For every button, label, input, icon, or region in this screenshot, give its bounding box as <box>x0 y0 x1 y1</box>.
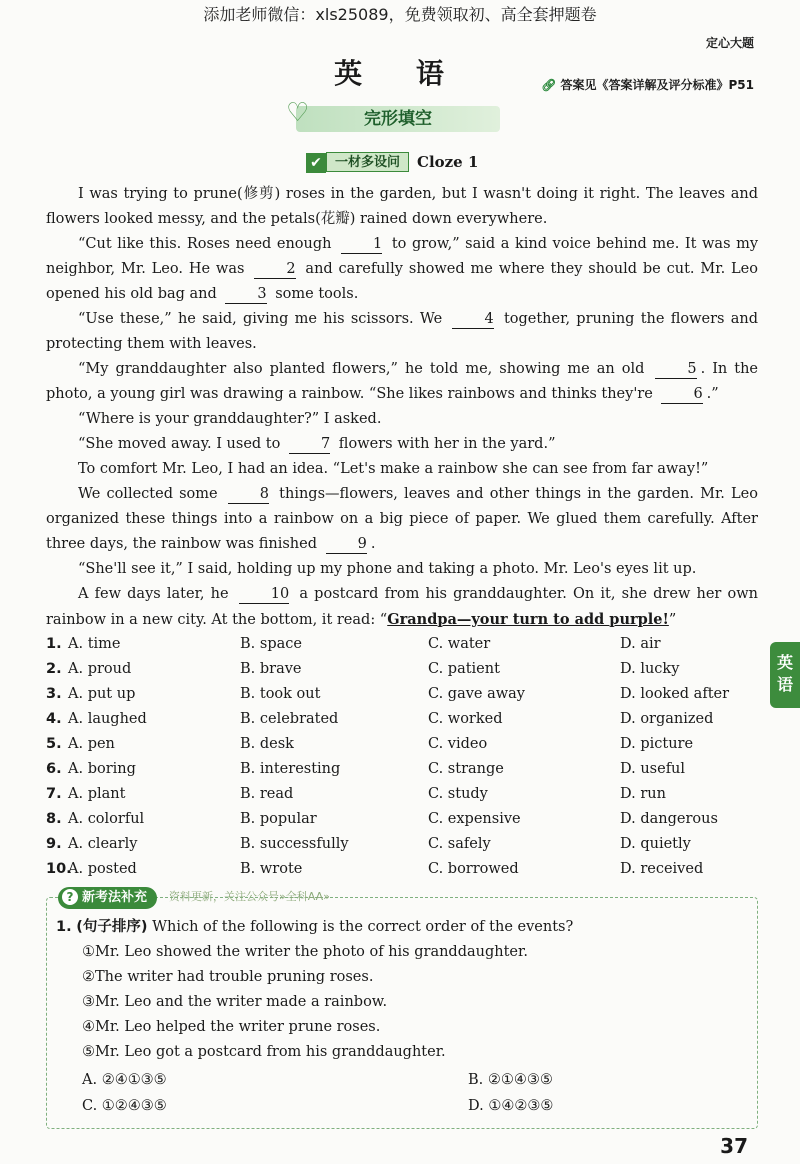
cloze-badge <box>306 152 478 172</box>
option-d: D. received <box>620 861 704 877</box>
option-c: C. safely <box>428 836 491 852</box>
order-option-b: B. ②①④③⑤ <box>468 1072 553 1088</box>
question-row <box>0 657 800 682</box>
option-a: A. proud <box>68 661 132 677</box>
option-b: B. celebrated <box>240 711 339 727</box>
option-a: A. boring <box>68 761 136 777</box>
blank-2: 2 <box>254 260 295 279</box>
option-b: B. wrote <box>240 861 303 877</box>
option-b: B. took out <box>240 686 321 702</box>
question-number: 3. <box>46 686 62 702</box>
watermark-text: 添加老师微信：xls25089，免费领取初、高全套押题卷 <box>203 5 597 24</box>
option-d: D. looked after <box>620 686 730 702</box>
option-a: A. put up <box>68 686 136 702</box>
option-c: C. strange <box>428 761 504 777</box>
question-row <box>0 782 800 807</box>
option-d: D. lucky <box>620 661 680 677</box>
option-c: C. video <box>428 736 488 752</box>
question-number: 8. <box>46 811 62 827</box>
passage-paragraph: “Cut like this. Roses need enough 1 to grow,” said a kind voice behind me. It was my neighbor, Mr. Leo. He was 2 and carefully showed me where they should be cut. Mr. Leo opened his old bag and 3 some tools. <box>46 236 759 302</box>
option-a: A. posted <box>68 861 137 877</box>
option-a: A. plant <box>68 786 126 802</box>
option-b: B. desk <box>240 736 294 752</box>
option-c: C. borrowed <box>428 861 519 877</box>
corner-label: 定心大题 <box>705 36 754 50</box>
side-tab-english: 英语 <box>770 642 800 708</box>
postcard-message: Grandpa—your turn to add purple! <box>387 611 669 628</box>
blank-5: 5 <box>655 360 696 379</box>
option-d: D. air <box>620 636 661 652</box>
event-item: ⑤Mr. Leo got a postcard from his granddaughter. <box>82 1044 446 1060</box>
section-title: 完形填空 <box>364 109 432 129</box>
option-b: B. brave <box>240 661 302 677</box>
subject-title: 英 语 <box>334 57 466 90</box>
question-row <box>0 682 800 707</box>
blank-10: 10 <box>239 585 289 604</box>
passage-paragraph: “Where is your granddaughter?” I asked. <box>78 411 382 427</box>
link-icon: 🔗︎ <box>541 78 557 92</box>
question-number: 9. <box>46 836 62 852</box>
option-b: B. space <box>240 636 302 652</box>
order-option-a: A. ②④①③⑤ <box>82 1072 167 1088</box>
option-b: B. popular <box>240 811 317 827</box>
order-option-c: C. ①②④③⑤ <box>82 1098 167 1114</box>
question-row <box>0 732 800 757</box>
option-d: D. picture <box>620 736 694 752</box>
blank-6: 6 <box>661 385 702 404</box>
event-item: ③Mr. Leo and the writer made a rainbow. <box>82 994 388 1010</box>
option-c: C. water <box>428 636 491 652</box>
option-c: C. study <box>428 786 488 802</box>
passage-paragraph: “My granddaughter also planted flowers,” he told me, showing me an old 5 . In the photo, a young girl was drawing a rainbow. “She likes rainbows and thinks they're 6 .” <box>46 361 758 402</box>
question-number: 7. <box>46 786 62 802</box>
heart-icon: ♡ <box>286 98 310 128</box>
passage-paragraph: “Use these,” he said, giving me his scissors. We 4 together, pruning the flowers and protecting them with leaves. <box>46 311 758 352</box>
passage-paragraph: I was trying to prune(修剪) roses in the garden, but I wasn't doing it right. The leaves and flowers looked messy, and the petals(花瓣) rained down everywhere. <box>46 186 758 227</box>
check-icon: ✔ <box>306 153 326 173</box>
option-a: A. laughed <box>68 711 147 727</box>
blank-4: 4 <box>452 310 493 329</box>
passage-paragraph: A few days later, he 10 a postcard from his granddaughter. On it, she drew her own rainbow in a new city. At the bottom, it read: “Grandpa—your turn to add purple!” <box>46 586 759 628</box>
badge-label: 一材多设问 <box>326 152 409 172</box>
option-d: D. dangerous <box>620 811 718 827</box>
option-a: A. colorful <box>68 811 145 827</box>
option-d: D. useful <box>620 761 686 777</box>
question-row <box>0 807 800 832</box>
option-b: B. successfully <box>240 836 349 852</box>
new-section-pill: ? 新考法补充 <box>58 887 157 909</box>
blank-8: 8 <box>228 485 269 504</box>
event-item: ②The writer had trouble pruning roses. <box>82 969 374 985</box>
page-number: 37 <box>720 1134 748 1158</box>
question-row <box>0 707 800 732</box>
option-c: C. worked <box>428 711 503 727</box>
event-item: ①Mr. Leo showed the writer the photo of his granddaughter. <box>82 944 528 960</box>
passage-paragraph: “She moved away. I used to 7 flowers with her in the yard.” <box>78 436 556 452</box>
option-c: C. patient <box>428 661 500 677</box>
passage-paragraph: “She'll see it,” I said, holding up my phone and taking a photo. Mr. Leo's eyes lit up. <box>78 561 697 577</box>
passage-paragraph: We collected some 8 things—flowers, leaves and other things in the garden. Mr. Leo organized these things into a rainbow on a big piece of paper. We glued them carefully. After three days, the rainbow was finished 9 . <box>46 486 758 552</box>
option-b: B. read <box>240 786 294 802</box>
option-a: A. clearly <box>68 836 138 852</box>
sequencing-question: 1. (句子排序) Which of the following is the correct order of the events? <box>56 919 574 935</box>
cloze-title: Cloze 1 <box>417 153 479 171</box>
blank-9: 9 <box>326 535 367 554</box>
blank-7: 7 <box>289 435 330 454</box>
answer-reference: 🔗︎ 答案见《答案详解及评分标准》P51 <box>541 78 754 92</box>
option-d: D. run <box>620 786 666 802</box>
option-c: C. gave away <box>428 686 525 702</box>
question-row <box>0 857 800 882</box>
question-row <box>0 632 800 657</box>
question-number: 10. <box>46 861 72 877</box>
new-section-header <box>58 886 330 908</box>
option-c: C. expensive <box>428 811 521 827</box>
order-option-d: D. ①④②③⑤ <box>468 1098 554 1114</box>
event-item: ④Mr. Leo helped the writer prune roses. <box>82 1019 381 1035</box>
question-number: 1. <box>46 636 62 652</box>
question-icon: ? <box>62 889 78 905</box>
option-d: D. organized <box>620 711 714 727</box>
blank-3: 3 <box>225 285 266 304</box>
option-a: A. pen <box>68 736 115 752</box>
question-row <box>0 832 800 857</box>
question-row <box>0 757 800 782</box>
blank-1: 1 <box>341 235 382 254</box>
option-b: B. interesting <box>240 761 341 777</box>
new-section-note: 资料更新，关注公众号»全科AA» <box>169 890 330 903</box>
question-number: 4. <box>46 711 62 727</box>
question-number: 5. <box>46 736 62 752</box>
option-d: D. quietly <box>620 836 691 852</box>
question-number: 6. <box>46 761 62 777</box>
question-number: 2. <box>46 661 62 677</box>
option-a: A. time <box>68 636 121 652</box>
passage-paragraph: To comfort Mr. Leo, I had an idea. “Let's make a rainbow she can see from far away!” <box>78 461 709 477</box>
